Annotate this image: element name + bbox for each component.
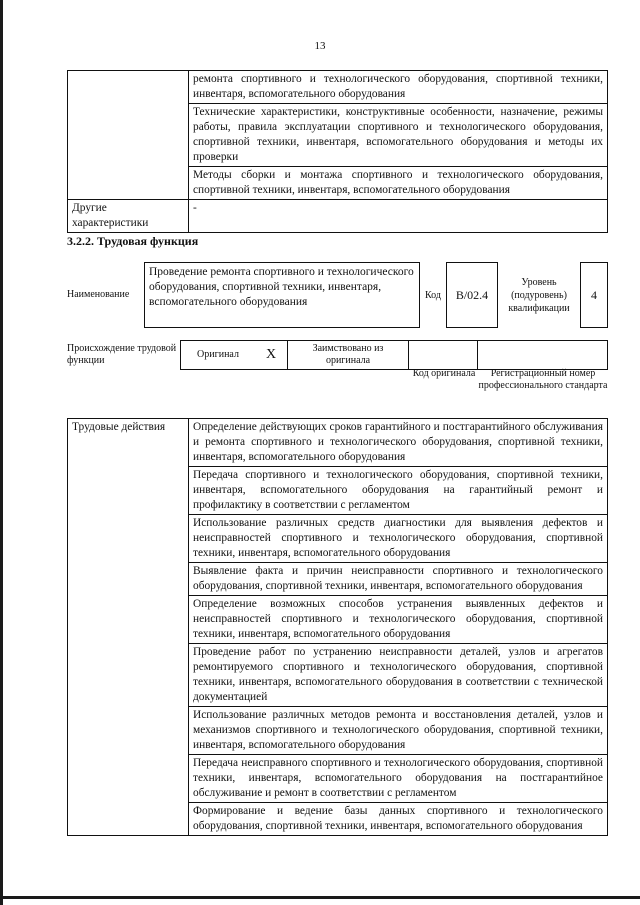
original-code-cell [409, 341, 478, 370]
scan-edge-bottom [0, 896, 640, 899]
original-label: Оригинал [181, 341, 256, 370]
table-cell-text: ремонта спортивного и технологического оборудования, спортивной техники, инвентаря, вспомогательного оборудования [189, 71, 608, 104]
code-label: Код [425, 289, 441, 301]
knowledge-table [67, 70, 608, 233]
registration-number-cell [478, 341, 608, 370]
labor-action-item: Использование различных методов ремонта и восстановления деталей, узлов и механизмов спортивного и технологического оборудования, спортивной техники, инвентаря, вспомогательного оборудования [189, 707, 608, 755]
origin-label: Происхождение трудовой функции [67, 343, 177, 366]
table-row [68, 419, 608, 467]
labor-action-item: Проведение работ по устранению неисправности деталей, узлов и агрегатов ремонтируемого спортивного и технологического оборудования, спортивной техники, инвентаря, вспомогательного оборудования в соответствии с технической документацией [189, 644, 608, 707]
code-value-box: B/02.4 [446, 262, 498, 328]
original-code-caption: Код оригинала [412, 368, 476, 379]
other-characteristics-value: - [189, 200, 608, 233]
labor-action-item: Передача неисправного спортивного и технологического оборудования, спортивной техники, инвентаря, вспомогательного оборудования на постгарантийное обслуживание и ремонт в соответствии с регламентом [189, 755, 608, 803]
labor-action-item: Определение возможных способов устранения выявленных дефектов и неисправностей спортивного и технологического оборудования, спортивной техники, инвентаря, вспомогательного оборудования [189, 596, 608, 644]
labor-actions-label: Трудовые действия [68, 419, 189, 836]
labor-action-item: Формирование и ведение базы данных спортивного и технологического оборудования, спортивной техники, инвентаря, вспомогательного оборудования [189, 803, 608, 836]
table-row [68, 71, 608, 104]
function-name-box: Проведение ремонта спортивного и технологического оборудования, спортивной техники, инвентаря, вспомогательного оборудования [144, 262, 420, 328]
page-number: 13 [314, 40, 326, 52]
name-label: Наименование [67, 289, 130, 300]
table-cell-text: Технические характеристики, конструктивные особенности, назначение, режимы работы, правила эксплуатации спортивного и технологического оборудования, спортивной техники, инвентаря, вспомогательного оборудования и методы их проверки [189, 104, 608, 167]
table-cell-text: Методы сборки и монтажа спортивного и технологического оборудования, спортивной техники, инвентаря, вспомогательного оборудования [189, 167, 608, 200]
table-row [68, 200, 608, 233]
scan-edge-left [0, 0, 3, 905]
labor-action-item: Передача спортивного и технологического оборудования, спортивной техники, инвентаря, вспомогательного оборудования на гарантийный ремонт и профилактику в соответствии с регламентом [189, 467, 608, 515]
labor-actions-table [67, 418, 608, 836]
labor-action-item: Использование различных средств диагностики для выявления дефектов и неисправностей спортивного и технологического оборудования, спортивной техники, инвентаря, вспомогательного оборудования [189, 515, 608, 563]
other-characteristics-label: Другие характеристики [68, 200, 189, 233]
original-mark: X [255, 341, 288, 370]
table-cell-label [68, 71, 189, 200]
labor-action-item: Выявление факта и причин неисправности спортивного и технологического оборудования, спортивной техники, инвентаря, вспомогательного оборудования [189, 563, 608, 596]
qualification-level-label: Уровень (подуровень) квалификации [508, 276, 570, 314]
origin-table [180, 340, 608, 370]
table-row [181, 341, 608, 370]
registration-number-caption: Регистрационный номер профессионального стандарта [478, 368, 608, 391]
qualification-level-box: 4 [580, 262, 608, 328]
section-title: 3.2.2. Трудовая функция [67, 234, 199, 248]
labor-action-item: Определение действующих сроков гарантийного и постгарантийного обслуживания и ремонта спортивного и технологического оборудования, спортивной техники, инвентаря, вспомогательного оборудования [189, 419, 608, 467]
borrowed-label: Заимствовано из оригинала [288, 341, 409, 370]
